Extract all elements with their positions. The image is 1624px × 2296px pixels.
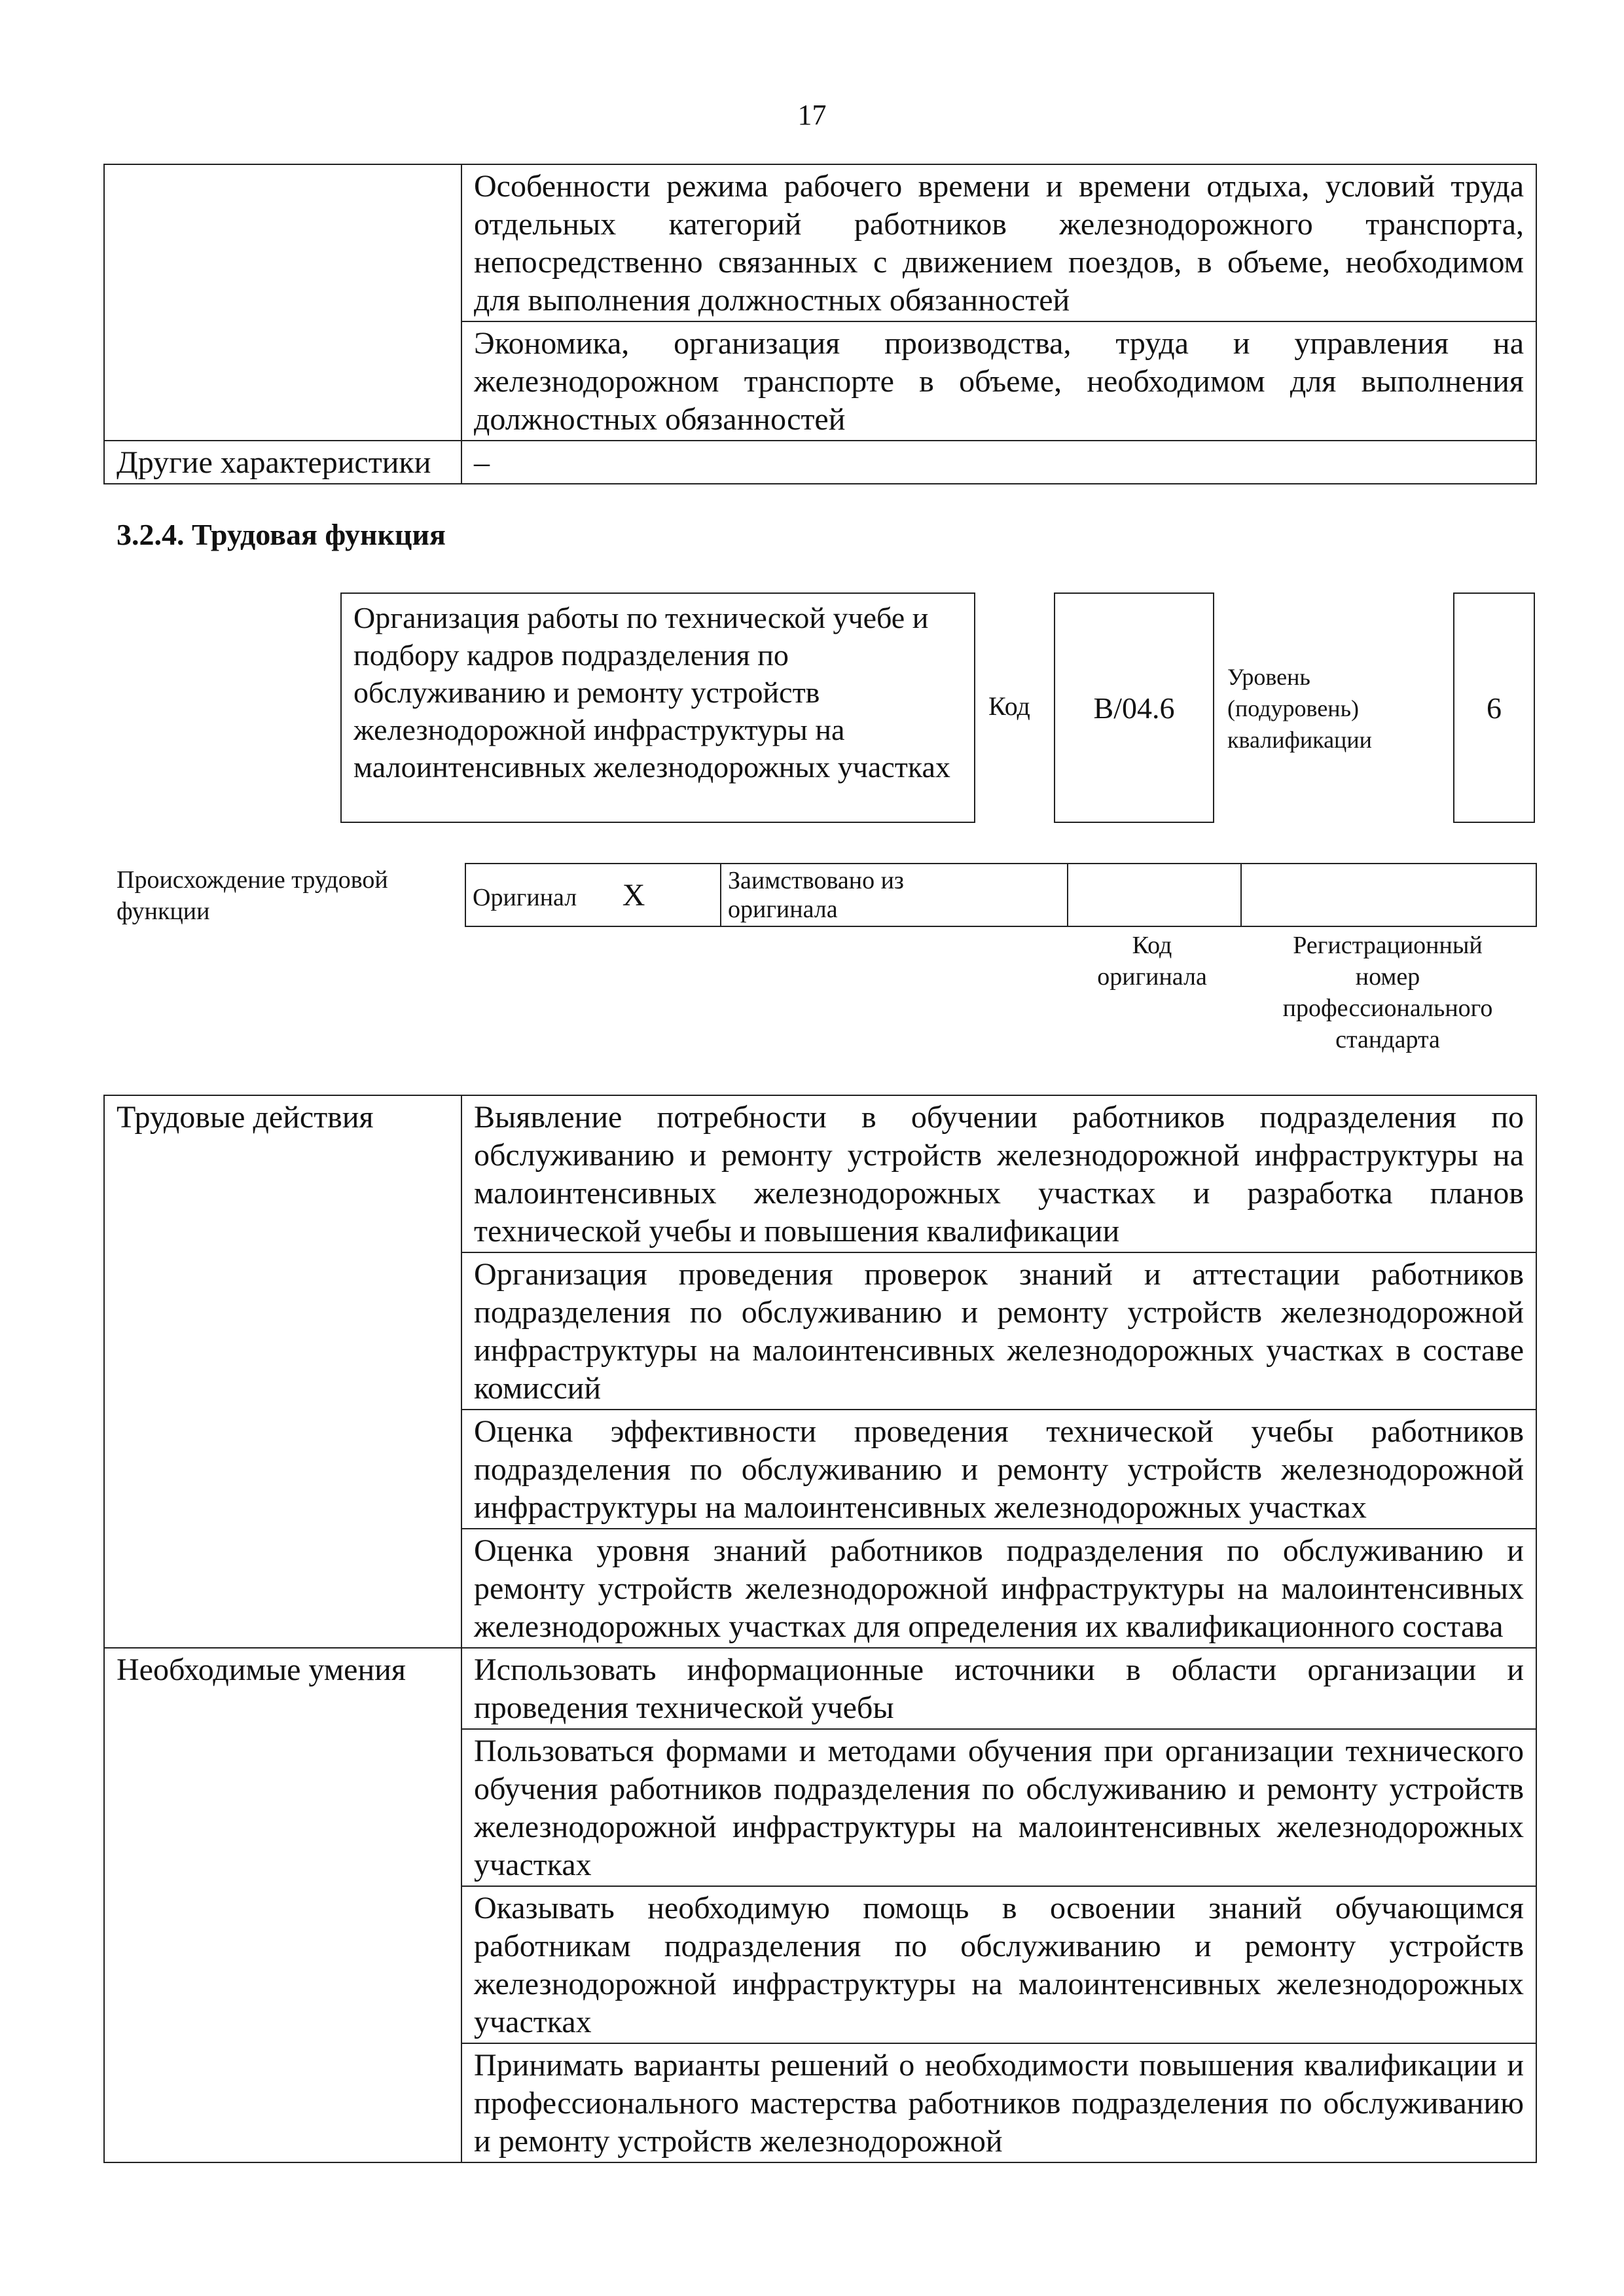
original-label: Оригинал xyxy=(473,883,577,911)
origin-borrowed-cell xyxy=(721,864,1068,926)
action-item: Оценка эффективности проведения технической учебы работников подразделения по обслуживанию и ремонту устройств железнодорожной инфраструктуры на малоинтенсивных железнодорожных участках xyxy=(461,1410,1536,1529)
origin-table xyxy=(465,863,1537,927)
row-label xyxy=(104,164,461,441)
row-text: Особенности режима рабочего времени и времени отдыха, условий труда отдельных категорий работников железнодорожного транспорта, непосредственно связанных с движением поездов, в объеме, необходимом для выполнения должностных обязанностей xyxy=(461,164,1536,321)
skills-label: Необходимые умения xyxy=(104,1648,461,2162)
action-item: Выявление потребности в обучении работников подразделения по обслуживанию и ремонту устройств железнодорожной инфраструктуры на малоинтенсивных железнодорожных участках и разработка планов технической учебы и повышения квалификации xyxy=(461,1095,1536,1252)
origin-code-cell xyxy=(1068,864,1241,926)
level-label-line: Уровень xyxy=(1227,664,1310,690)
section-title: 3.2.4. Трудовая функция xyxy=(117,518,446,551)
caption-line: профессионального xyxy=(1282,994,1493,1022)
borrowed-label-line: оригинала xyxy=(728,896,838,923)
caption-line: Регистрационный xyxy=(1293,932,1483,959)
reg-number-caption xyxy=(1244,930,1532,1055)
origin-original-cell xyxy=(465,864,721,926)
caption-line: оригинала xyxy=(1097,963,1207,991)
actions-label: Трудовые действия xyxy=(104,1095,461,1648)
code-label: Код xyxy=(988,691,1030,721)
caption-line: номер xyxy=(1355,963,1420,991)
table-row xyxy=(104,164,1536,321)
table-row xyxy=(104,1648,1536,1729)
page-number: 17 xyxy=(797,99,827,131)
origin-label xyxy=(117,864,457,927)
action-item: Организация проведения проверок знаний и аттестации работников подразделения по обслуживанию и ремонту устройств железнодорожной инфраструктуры на малоинтенсивных железнодорожных участках в составе комиссий xyxy=(461,1252,1536,1410)
origin-label-line: Происхождение трудовой xyxy=(117,866,388,894)
skill-item: Использовать информационные источники в области организации и проведения технической учебы xyxy=(461,1648,1536,1729)
original-mark: X xyxy=(622,877,645,913)
action-item: Оценка уровня знаний работников подразделения по обслуживанию и ремонту устройств железнодорожной инфраструктуры на малоинтенсивных железнодорожных участках для определения их квалификационного состава xyxy=(461,1529,1536,1648)
skill-item: Оказывать необходимую помощь в освоении знаний обучающимся работникам подразделения по обслуживанию и ремонту устройств железнодорожной инфраструктуры на малоинтенсивных железнодорожных участках xyxy=(461,1886,1536,2043)
function-code: B/04.6 xyxy=(1054,592,1214,823)
knowledge-table xyxy=(103,164,1537,484)
row-text: – xyxy=(461,441,1536,484)
actions-skills-table xyxy=(103,1095,1537,2163)
function-name: Организация работы по технической учебе и подбору кадров подразделения по обслуживанию и ремонту устройств железнодорожной инфраструктуры на малоинтенсивных железнодорожных участках xyxy=(340,592,975,823)
qualification-level: 6 xyxy=(1453,592,1535,823)
row-text: Экономика, организация производства, труда и управления на железнодорожном транспорте в объеме, необходимом для выполнения должностных обязанностей xyxy=(461,321,1536,441)
origin-label-line: функции xyxy=(117,898,210,925)
table-row xyxy=(465,864,1536,926)
level-label-line: (подуровень) xyxy=(1227,695,1359,721)
skill-item: Пользоваться формами и методами обучения при организации технического обучения работников подразделения по обслуживанию и ремонту устройств железнодорожной инфраструктуры на малоинтенсивных железнодорожных участках xyxy=(461,1729,1536,1886)
table-row xyxy=(104,441,1536,484)
table-row xyxy=(104,1095,1536,1252)
level-label xyxy=(1227,661,1372,756)
borrowed-label-line: Заимствовано из xyxy=(728,867,904,894)
level-label-line: квалификации xyxy=(1227,727,1372,753)
caption-line: Код xyxy=(1132,932,1172,959)
row-label-other-characteristics: Другие характеристики xyxy=(104,441,461,484)
skill-item: Принимать варианты решений о необходимости повышения квалификации и профессионального мастерства работников подразделения по обслуживанию и ремонту устройств железнодорожной xyxy=(461,2043,1536,2162)
origin-reg-cell xyxy=(1241,864,1536,926)
caption-line: стандарта xyxy=(1335,1026,1440,1053)
code-original-caption xyxy=(1067,930,1237,993)
